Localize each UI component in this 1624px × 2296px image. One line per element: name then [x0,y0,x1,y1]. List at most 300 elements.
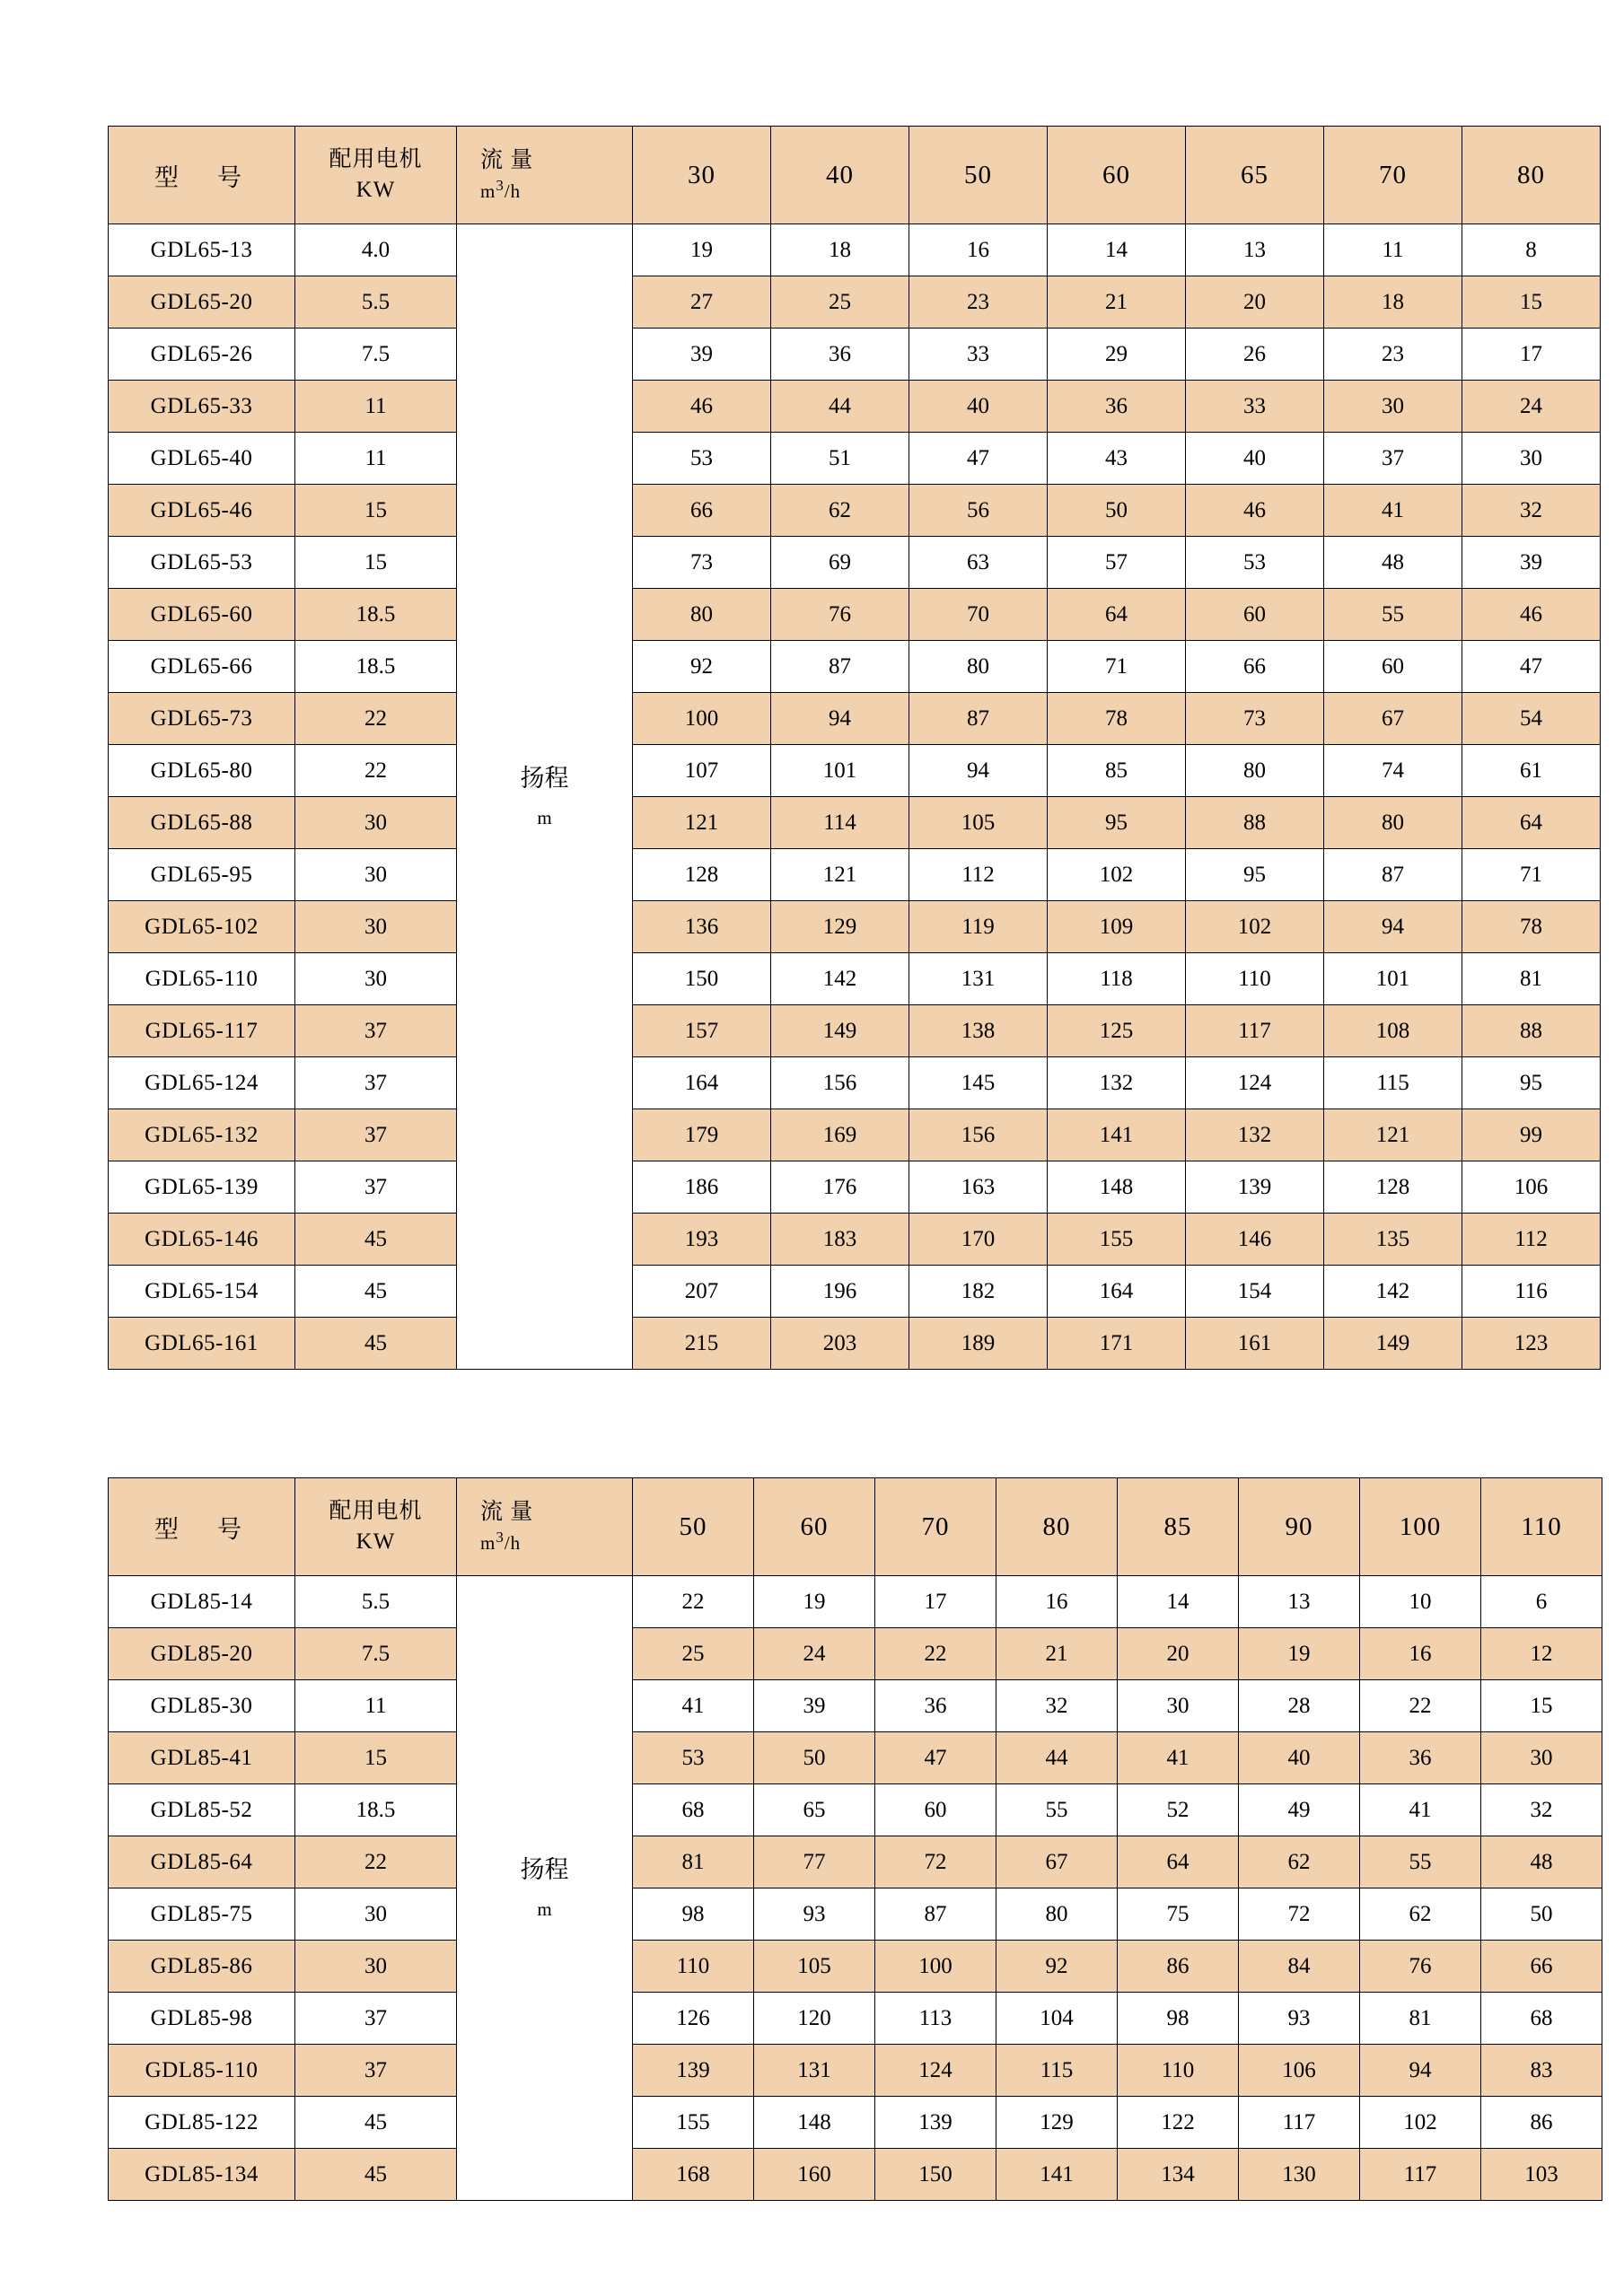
column-header-flow [457,127,633,224]
cell-model: GDL65-80 [109,745,295,797]
cell-motor-power: 18.5 [295,1784,457,1836]
cell-head-value: 62 [1239,1836,1360,1889]
cell-head-value: 109 [1048,901,1186,953]
cell-head-value: 156 [909,1109,1048,1161]
cell-head-value: 101 [1324,953,1462,1005]
cell-head-value: 121 [1324,1109,1462,1161]
cell-head-value: 124 [1186,1057,1324,1109]
cell-model: GDL85-86 [109,1941,295,1993]
cell-head-value: 48 [1324,537,1462,589]
cell-head-value: 139 [1186,1161,1324,1214]
cell-head-value: 39 [1462,537,1601,589]
cell-head-value: 23 [909,276,1048,329]
cell-head-value: 130 [1239,2149,1360,2201]
column-header-flow-value: 70 [875,1478,996,1576]
pump-performance-table [108,126,1601,1370]
flow-unit-rest: /h [504,1532,522,1555]
cell-head-value: 80 [1324,797,1462,849]
cell-head-value: 66 [633,485,771,537]
cell-head-value: 108 [1324,1005,1462,1057]
cell-head-value: 15 [1481,1680,1602,1732]
cell-head-value: 129 [771,901,909,953]
cell-head-value: 106 [1462,1161,1601,1214]
column-header-flow-value: 30 [633,127,771,224]
cell-head-value: 207 [633,1266,771,1318]
cell-head-value: 67 [996,1836,1118,1889]
cell-head-value: 60 [875,1784,996,1836]
cell-head-value: 74 [1324,745,1462,797]
column-header-motor-power [295,127,457,224]
cell-head-value: 40 [1239,1732,1360,1784]
cell-head-value: 13 [1239,1576,1360,1628]
cell-head-value: 105 [754,1941,875,1993]
cell-head-value: 55 [1324,589,1462,641]
cell-model: GDL85-64 [109,1836,295,1889]
cell-head-value: 68 [1481,1993,1602,2045]
cell-head-value: 80 [996,1889,1118,1941]
column-header-flow-value: 80 [1462,127,1601,224]
cell-head-value: 128 [633,849,771,901]
cell-head-value: 30 [1118,1680,1239,1732]
cell-head-value: 87 [875,1889,996,1941]
cell-model: GDL65-60 [109,589,295,641]
cell-head-value: 53 [633,433,771,485]
cell-head-value: 36 [875,1680,996,1732]
cell-model: GDL65-102 [109,901,295,953]
cell-motor-power: 7.5 [295,1628,457,1680]
cell-head-value: 87 [771,641,909,693]
cell-head-value: 77 [754,1836,875,1889]
cell-head-value: 18 [771,224,909,276]
cell-head-value: 93 [754,1889,875,1941]
column-header-flow-value: 90 [1239,1478,1360,1576]
table-row [109,1266,1601,1318]
cell-head-value: 27 [633,276,771,329]
column-header-flow-value: 80 [996,1478,1118,1576]
cell-model: GDL85-122 [109,2097,295,2149]
cell-head-value: 94 [1360,2045,1481,2097]
cell-head-value: 44 [771,381,909,433]
cell-head-value: 24 [754,1628,875,1680]
cell-head-value: 37 [1324,433,1462,485]
cell-head-value: 103 [1481,2149,1602,2201]
cell-head-value: 52 [1118,1784,1239,1836]
cell-head-value: 150 [875,2149,996,2201]
cell-model: GDL65-20 [109,276,295,329]
cell-model: GDL85-75 [109,1889,295,1941]
cell-head-value: 169 [771,1109,909,1161]
cell-head-value: 106 [1239,2045,1360,2097]
cell-head-value: 26 [1186,329,1324,381]
cell-head-value: 176 [771,1161,909,1214]
cell-motor-power: 30 [295,901,457,953]
cell-head-value: 145 [909,1057,1048,1109]
table-row [109,381,1601,433]
cell-head-value: 30 [1481,1732,1602,1784]
column-header-flow-value: 60 [754,1478,875,1576]
cell-head-value: 157 [633,1005,771,1057]
table-row [109,2097,1602,2149]
cell-motor-power: 45 [295,2149,457,2201]
table-row [109,693,1601,745]
cell-head-value: 76 [771,589,909,641]
cell-motor-power: 18.5 [295,641,457,693]
cell-head-value: 41 [1324,485,1462,537]
cell-head-value: 131 [754,2045,875,2097]
column-header-flow-value: 65 [1186,127,1324,224]
cell-head-value: 94 [771,693,909,745]
cell-head-value: 44 [996,1732,1118,1784]
table-row [109,1836,1602,1889]
cell-head-value: 50 [1481,1889,1602,1941]
cell-head-value: 81 [633,1836,754,1889]
cell-head-value: 138 [909,1005,1048,1057]
cell-model: GDL65-161 [109,1318,295,1370]
cell-head-value: 11 [1324,224,1462,276]
cell-head-value: 10 [1360,1576,1481,1628]
cell-head-value: 154 [1186,1266,1324,1318]
cell-model: GDL85-41 [109,1732,295,1784]
table-row [109,1993,1602,2045]
cell-head-value: 81 [1462,953,1601,1005]
cell-model: GDL65-53 [109,537,295,589]
table-row [109,1941,1602,1993]
column-header-flow-value: 50 [633,1478,754,1576]
cell-head-value: 110 [1118,2045,1239,2097]
cell-head-value: 132 [1048,1057,1186,1109]
cell-head-value: 112 [1462,1214,1601,1266]
cell-head-value: 40 [909,381,1048,433]
cell-head-value: 196 [771,1266,909,1318]
cell-head-value: 110 [633,1941,754,1993]
cell-head-value: 72 [1239,1889,1360,1941]
cell-head-value: 22 [875,1628,996,1680]
cell-head-value: 131 [909,953,1048,1005]
cell-model: GDL85-110 [109,2045,295,2097]
cell-model: GDL65-46 [109,485,295,537]
cell-head-value: 70 [909,589,1048,641]
cell-model: GDL65-40 [109,433,295,485]
cell-head-value: 164 [1048,1266,1186,1318]
cell-head-value: 36 [1360,1732,1481,1784]
cell-head-value: 64 [1118,1836,1239,1889]
cell-model: GDL65-88 [109,797,295,849]
cell-motor-power: 18.5 [295,589,457,641]
cell-head-value: 98 [633,1889,754,1941]
cell-head-value: 116 [1462,1266,1601,1318]
cell-motor-power: 45 [295,1214,457,1266]
cell-head-value: 83 [1481,2045,1602,2097]
cell-motor-power: 15 [295,1732,457,1784]
cell-motor-power: 37 [295,1993,457,2045]
cell-motor-power: 37 [295,2045,457,2097]
table-row [109,329,1601,381]
cell-head-value: 105 [909,797,1048,849]
cell-head-value: 186 [633,1161,771,1214]
table-row [109,901,1601,953]
cell-head-value: 39 [633,329,771,381]
flow-unit-superscript: 3 [496,1529,505,1547]
column-header-model: 型 号 [109,127,295,224]
table-row [109,1005,1601,1057]
cell-head-value: 15 [1462,276,1601,329]
column-header-flow-value: 40 [771,127,909,224]
cell-head-value: 43 [1048,433,1186,485]
cell-head-value: 124 [875,2045,996,2097]
cell-head-value: 80 [909,641,1048,693]
cell-head-value: 93 [1239,1993,1360,2045]
cell-head-value: 47 [1462,641,1601,693]
cell-head-value: 19 [1239,1628,1360,1680]
cell-motor-power: 5.5 [295,276,457,329]
table-header-row [109,1478,1602,1576]
cell-head-value: 98 [1118,1993,1239,2045]
cell-head-value: 102 [1048,849,1186,901]
cell-head-value: 33 [1186,381,1324,433]
cell-head-value: 117 [1360,2149,1481,2201]
cell-model: GDL65-124 [109,1057,295,1109]
table-row [109,2149,1602,2201]
column-header-flow [457,1478,633,1576]
cell-head-value: 107 [633,745,771,797]
cell-head-value: 25 [633,1628,754,1680]
cell-head-value: 30 [1324,381,1462,433]
cell-head-value: 149 [1324,1318,1462,1370]
lift-label-text: 扬程 [520,1856,569,1884]
cell-head-value: 55 [1360,1836,1481,1889]
cell-head-value: 75 [1118,1889,1239,1941]
table-row [109,224,1601,276]
table-row [109,953,1601,1005]
flow-unit-base: m [480,180,496,203]
cell-head-value: 142 [1324,1266,1462,1318]
cell-head-value: 126 [633,1993,754,2045]
cell-head-value: 53 [1186,537,1324,589]
cell-head-value: 101 [771,745,909,797]
cell-head-value: 23 [1324,329,1462,381]
table-row [109,1889,1602,1941]
cell-model: GDL85-30 [109,1680,295,1732]
cell-head-value: 112 [909,849,1048,901]
cell-motor-power: 15 [295,485,457,537]
cell-head-value: 87 [1324,849,1462,901]
table-row [109,1576,1602,1628]
cell-head-value: 115 [1324,1057,1462,1109]
motor-head-line2: KW [356,178,396,202]
cell-model: GDL85-98 [109,1993,295,2045]
cell-model: GDL85-134 [109,2149,295,2201]
cell-head-value: 189 [909,1318,1048,1370]
column-header-model: 型 号 [109,1478,295,1576]
cell-head-value: 47 [875,1732,996,1784]
cell-model: GDL65-26 [109,329,295,381]
cell-head-value: 148 [1048,1161,1186,1214]
table-row [109,1109,1601,1161]
cell-head-value: 94 [909,745,1048,797]
cell-head-value: 163 [909,1161,1048,1214]
flow-head-label: 流 量 [480,1500,534,1525]
cell-model: GDL65-33 [109,381,295,433]
cell-head-value: 14 [1048,224,1186,276]
cell-head-value: 119 [909,901,1048,953]
cell-motor-power: 37 [295,1057,457,1109]
cell-head-value: 117 [1239,2097,1360,2149]
cell-head-value: 32 [1462,485,1601,537]
cell-head-value: 99 [1462,1109,1601,1161]
tables-container [108,126,1562,2201]
table-row [109,1732,1602,1784]
table-row [109,745,1601,797]
cell-head-value: 121 [633,797,771,849]
cell-head-value: 6 [1481,1576,1602,1628]
cell-motor-power: 30 [295,1941,457,1993]
cell-head-value: 50 [1048,485,1186,537]
cell-head-value: 113 [875,1993,996,2045]
cell-head-value: 95 [1186,849,1324,901]
cell-head-value: 193 [633,1214,771,1266]
table-row [109,849,1601,901]
column-header-flow-value: 60 [1048,127,1186,224]
table-row [109,1784,1602,1836]
cell-head-value: 71 [1462,849,1601,901]
cell-head-value: 92 [633,641,771,693]
cell-head-value: 32 [1481,1784,1602,1836]
cell-head-value: 48 [1481,1836,1602,1889]
cell-head-value: 46 [1186,485,1324,537]
table-row [109,1057,1601,1109]
cell-model: GDL65-110 [109,953,295,1005]
cell-head-value: 102 [1360,2097,1481,2149]
cell-head-value: 141 [996,2149,1118,2201]
table-row [109,1628,1602,1680]
cell-head-value: 160 [754,2149,875,2201]
cell-head-value: 73 [633,537,771,589]
cell-head-value: 16 [996,1576,1118,1628]
cell-model: GDL65-13 [109,224,295,276]
cell-head-value: 203 [771,1318,909,1370]
motor-head-line2: KW [356,1529,396,1554]
cell-motor-power: 22 [295,1836,457,1889]
cell-model: GDL85-14 [109,1576,295,1628]
column-header-flow-value: 100 [1360,1478,1481,1576]
cell-head-value: 22 [633,1576,754,1628]
cell-head-value: 146 [1186,1214,1324,1266]
cell-head-value: 117 [1186,1005,1324,1057]
flow-unit-base: m [480,1532,496,1555]
cell-head-value: 129 [996,2097,1118,2149]
table-header-row [109,127,1601,224]
cell-head-value: 71 [1048,641,1186,693]
cell-head-value: 20 [1186,276,1324,329]
cell-motor-power: 11 [295,381,457,433]
cell-head-value: 12 [1481,1628,1602,1680]
cell-motor-power: 30 [295,849,457,901]
cell-head-value: 62 [771,485,909,537]
cell-motor-power: 30 [295,797,457,849]
cell-head-value: 50 [754,1732,875,1784]
cell-head-value: 72 [875,1836,996,1889]
cell-motor-power: 37 [295,1161,457,1214]
cell-head-value: 168 [633,2149,754,2201]
cell-head-value: 183 [771,1214,909,1266]
cell-head-value: 41 [1118,1732,1239,1784]
cell-head-value: 171 [1048,1318,1186,1370]
cell-head-value: 66 [1481,1941,1602,1993]
cell-head-value: 41 [1360,1784,1481,1836]
cell-motor-power: 5.5 [295,1576,457,1628]
cell-head-value: 16 [909,224,1048,276]
table-spacer [108,1370,1516,1477]
cell-head-value: 25 [771,276,909,329]
cell-head-value: 39 [754,1680,875,1732]
cell-head-value: 46 [633,381,771,433]
cell-model: GDL65-95 [109,849,295,901]
cell-head-value: 8 [1462,224,1601,276]
column-header-flow-value: 70 [1324,127,1462,224]
motor-head-line1: 配用电机 [329,1499,423,1524]
cell-model: GDL65-73 [109,693,295,745]
motor-head-line1: 配用电机 [329,147,423,172]
cell-head-value: 150 [633,953,771,1005]
cell-head-value: 155 [1048,1214,1186,1266]
cell-head-value: 87 [909,693,1048,745]
cell-motor-power: 45 [295,1266,457,1318]
cell-head-value: 161 [1186,1318,1324,1370]
cell-head-value: 68 [633,1784,754,1836]
cell-head-value: 17 [875,1576,996,1628]
cell-head-value: 148 [754,2097,875,2149]
cell-head-value: 88 [1462,1005,1601,1057]
cell-head-value: 78 [1462,901,1601,953]
cell-head-value: 61 [1462,745,1601,797]
cell-head-value: 18 [1324,276,1462,329]
cell-model: GDL65-146 [109,1214,295,1266]
cell-head-value: 21 [996,1628,1118,1680]
cell-head-value: 46 [1462,589,1601,641]
cell-head-value: 95 [1048,797,1186,849]
cell-head-value: 122 [1118,2097,1239,2149]
cell-head-value: 110 [1186,953,1324,1005]
cell-head-value: 56 [909,485,1048,537]
cell-head-value: 69 [771,537,909,589]
cell-head-value: 28 [1239,1680,1360,1732]
cell-head-value: 36 [1048,381,1186,433]
cell-model: GDL85-52 [109,1784,295,1836]
cell-head-value: 13 [1186,224,1324,276]
cell-lift-label [457,224,633,1370]
cell-motor-power: 30 [295,1889,457,1941]
cell-head-value: 21 [1048,276,1186,329]
table-row [109,433,1601,485]
flow-head-unit [480,1528,632,1555]
cell-head-value: 54 [1462,693,1601,745]
flow-head-label: 流 量 [480,148,534,173]
cell-head-value: 49 [1239,1784,1360,1836]
cell-head-value: 92 [996,1941,1118,1993]
cell-motor-power: 37 [295,1005,457,1057]
cell-head-value: 88 [1186,797,1324,849]
table-row [109,589,1601,641]
cell-head-value: 100 [633,693,771,745]
cell-motor-power: 22 [295,745,457,797]
cell-head-value: 29 [1048,329,1186,381]
cell-head-value: 141 [1048,1109,1186,1161]
table-row [109,1214,1601,1266]
cell-head-value: 80 [633,589,771,641]
cell-head-value: 19 [633,224,771,276]
cell-head-value: 76 [1360,1941,1481,1993]
cell-model: GDL65-66 [109,641,295,693]
